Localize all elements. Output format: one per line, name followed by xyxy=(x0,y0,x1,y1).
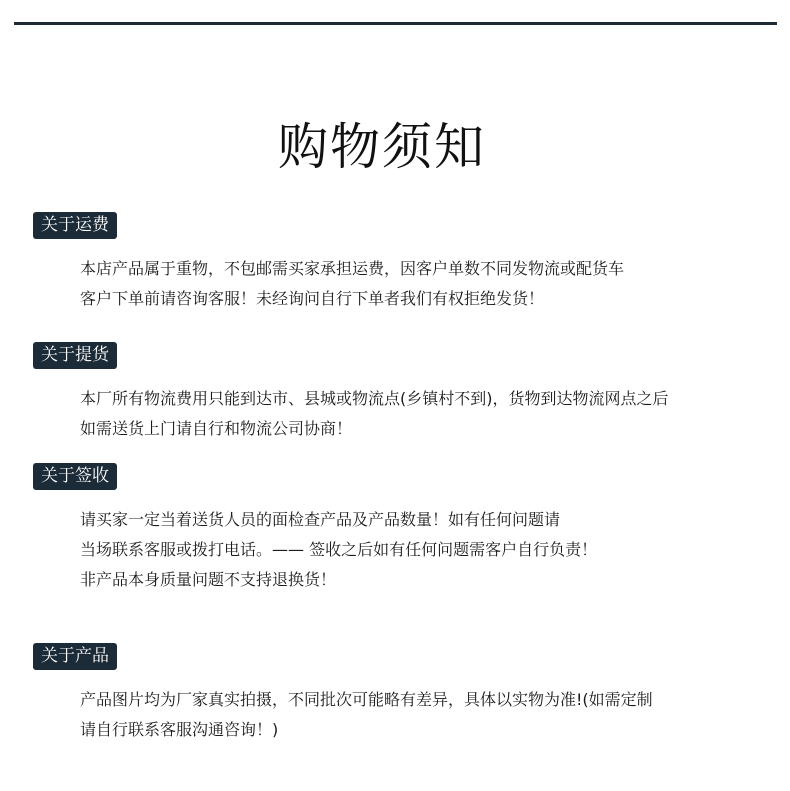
section-line: 本厂所有物流费用只能到达市、县城或物流点(乡镇村不到)，货物到达物流网点之后 xyxy=(80,389,669,408)
section-line: 本店产品属于重物，不包邮需买家承担运费，因客户单数不同发物流或配货车 xyxy=(80,259,625,278)
section-line: 非产品本身质量问题不支持退换货！ xyxy=(80,570,337,589)
section-line: 当场联系客服或拨打电话。—— 签收之后如有任何问题需客户自行负责！ xyxy=(80,540,598,559)
section-line: 如需送货上门请自行和物流公司协商！ xyxy=(80,419,353,438)
top-divider xyxy=(14,22,777,25)
section-line: 客户下单前请咨询客服！未经询问自行下单者我们有权拒绝发货！ xyxy=(80,289,545,308)
section-tag-product: 关于产品 xyxy=(33,643,117,670)
section-body-pickup xyxy=(80,384,780,444)
section-body-shipping xyxy=(80,254,780,314)
section-line: 请自行联系客服沟通咨询！) xyxy=(80,720,279,739)
section-body-receipt xyxy=(80,505,780,595)
page-title: 购物须知 xyxy=(278,117,486,176)
section-line: 产品图片均为厂家真实拍摄，不同批次可能略有差异，具体以实物为准!(如需定制 xyxy=(80,690,653,709)
section-tag-shipping: 关于运费 xyxy=(33,212,117,239)
section-body-product xyxy=(80,685,780,745)
section-tag-receipt: 关于签收 xyxy=(33,463,117,490)
section-line: 请买家一定当着送货人员的面检查产品及产品数量！如有任何问题请 xyxy=(80,510,561,529)
section-tag-pickup: 关于提货 xyxy=(33,342,117,369)
